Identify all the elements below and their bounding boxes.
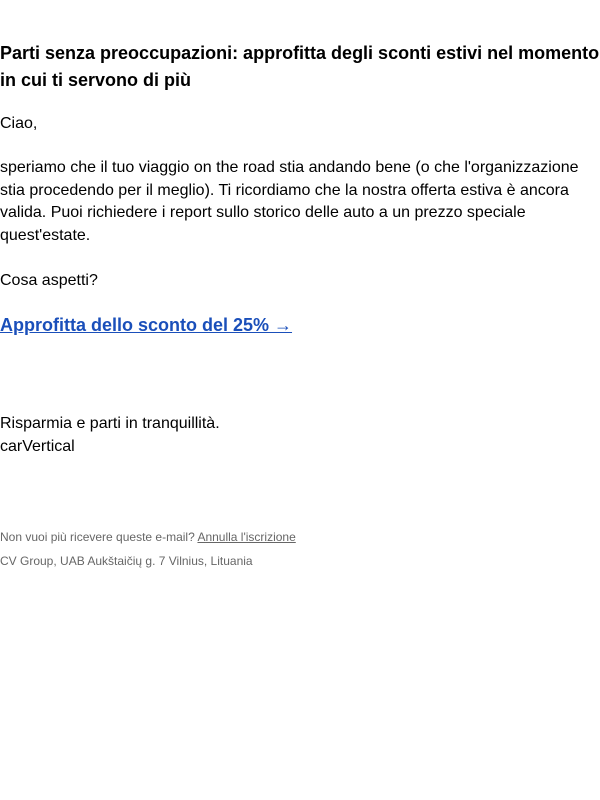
discount-cta-link[interactable]: Approfitta dello sconto del 25% → bbox=[0, 315, 293, 335]
email-question: Cosa aspetti? bbox=[0, 272, 98, 289]
email-signoff bbox=[0, 412, 220, 458]
footer-unsubscribe bbox=[0, 529, 296, 545]
email-greeting: Ciao, bbox=[0, 115, 38, 132]
unsubscribe-link[interactable]: Annulla l'iscrizione bbox=[197, 530, 296, 544]
footer-address: CV Group, UAB Aukštaičių g. 7 Vilnius, Lituania bbox=[0, 554, 253, 568]
unsubscribe-prompt: Non vuoi più ricevere queste e-mail? bbox=[0, 530, 195, 544]
signature: carVertical bbox=[0, 438, 75, 455]
email-body-text: speriamo che il tuo viaggio on the road stia andando bene (o che l'organizzazione stia procedendo per il meglio). Ti ricordiamo che la nostra offerta estiva è ancora valida. Puoi richiedere i report sullo storico delle auto a un prezzo speciale quest'estate. bbox=[0, 159, 579, 244]
email-headline: Parti senza preoccupazioni: approfitta degli sconti estivi nel momento in cui ti servono di più bbox=[0, 43, 600, 90]
signoff-line: Risparmia e parti in tranquillità. bbox=[0, 415, 220, 432]
